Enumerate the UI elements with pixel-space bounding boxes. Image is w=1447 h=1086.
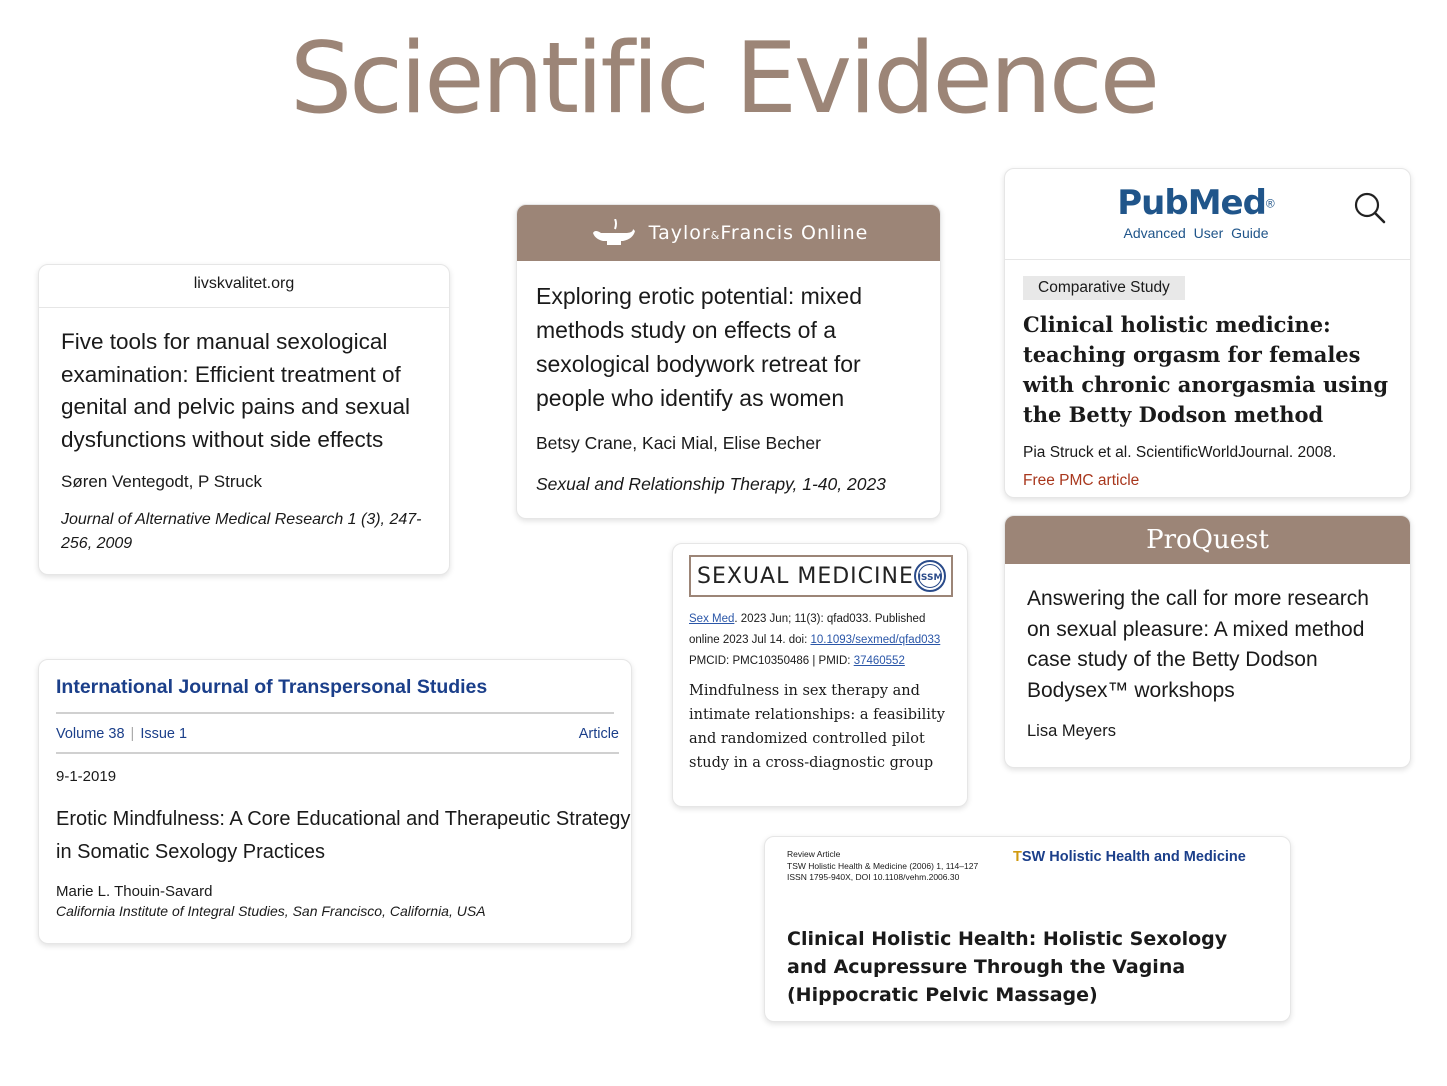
article-journal: Journal of Alternative Medical Research 1 (3), 247-256, 2009	[61, 511, 422, 552]
journal-name[interactable]: International Journal of Transpersonal Studies	[56, 676, 614, 714]
article-author: Marie L. Thouin-Savard	[56, 883, 213, 900]
article-title[interactable]: Five tools for manual sexological examination: Efficient treatment of genital and pelvic pains and sexual dysfunctions without side effects	[61, 329, 410, 452]
article-title[interactable]: Answering the call for more research on sexual pleasure: A mixed method case study of the Betty Dodson Bodysex™ workshops	[1027, 587, 1369, 702]
publish-date: 9-1-2019	[56, 768, 117, 785]
article-card-pubmed[interactable]	[1004, 168, 1411, 498]
article-authors: Søren Ventegodt, P Struck	[61, 472, 262, 491]
article-title[interactable]: Clinical holistic medicine: teaching orgasm for females with chronic anorgasmia using the Betty Dodson method	[1023, 312, 1388, 427]
article-author: Lisa Meyers	[1027, 722, 1116, 740]
search-icon[interactable]	[1353, 191, 1387, 230]
journal-link[interactable]: Sex Med	[689, 613, 735, 625]
article-journal: Sexual and Relationship Therapy, 1-40, 2023	[536, 474, 886, 494]
article-authors: Pia Struck et al. ScientificWorldJournal. 2008.	[1023, 444, 1337, 461]
citation-line: Sex Med. 2023 Jun; 11(3): qfad033. Published online 2023 Jul 14. doi: 10.1093/sexmed/qfad033	[689, 613, 941, 646]
page-title: Scientific Evidence	[289, 22, 1158, 136]
article-title[interactable]: Mindfulness in sex therapy and intimate relationships: a feasibility and randomized controlled pilot study in a cross-diagnostic group	[689, 683, 945, 771]
article-title[interactable]: Exploring erotic potential: mixed methods study on effects of a sexological bodywork retreat for people who identify as women	[536, 283, 862, 411]
issue-link[interactable]: Issue 1	[140, 726, 188, 742]
article-card-sexual-medicine[interactable]	[672, 543, 968, 807]
doi-link[interactable]: 10.1093/sexmed/qfad033	[810, 634, 941, 646]
lamp-icon	[589, 219, 637, 247]
issm-seal-text: ISSM	[917, 573, 943, 583]
free-pmc-link[interactable]: Free PMC article	[1023, 472, 1140, 489]
pmid-link[interactable]: 37460552	[853, 655, 905, 667]
article-card-ijts[interactable]	[38, 659, 632, 944]
article-title[interactable]: Erotic Mindfulness: A Core Educational and Therapeutic Strategy in Somatic Sexology Practices	[56, 808, 631, 863]
pmcid-line: PMCID: PMC10350486 | PMID: 37460552	[689, 655, 905, 667]
article-card-taylor-francis[interactable]	[516, 204, 941, 519]
article-authors: Betsy Crane, Kaci Mial, Elise Becher	[536, 433, 821, 453]
article-card-tsw[interactable]	[764, 836, 1291, 1022]
journal-header	[689, 555, 953, 597]
publisher-header	[517, 205, 940, 261]
volume-link[interactable]: Volume 38	[56, 726, 125, 742]
proquest-header: ProQuest	[1005, 516, 1410, 564]
article-meta: Review Article TSW Holistic Health & Medicine (2006) 1, 114–127 ISSN 1795-940X, DOI 10.1108/vehm.2006.30	[787, 849, 979, 882]
issue-meta: Volume 38 | Issue 1 Article	[56, 714, 619, 754]
article-title[interactable]: Clinical Holistic Health: Holistic Sexology and Acupressure Through the Vagina (Hippocratic Pelvic Massage)	[787, 928, 1228, 1006]
journal-brand: TSW Holistic Health and Medicine	[1013, 849, 1246, 865]
publisher-logo-text: Taylor&Francis Online	[648, 222, 869, 244]
issm-seal-icon	[914, 560, 946, 592]
pubmed-logo[interactable]: PubMed® Advanced User Guide	[1111, 183, 1281, 241]
article-type: Article	[578, 726, 619, 742]
article-card-proquest[interactable]	[1004, 515, 1411, 768]
pubmed-links[interactable]: Advanced User Guide	[1123, 225, 1269, 241]
journal-name: SEXUAL MEDICINE	[697, 563, 914, 589]
study-type-badge: Comparative Study	[1023, 276, 1185, 300]
card-source: livskvalitet.org	[39, 265, 449, 308]
article-card-livskvalitet[interactable]	[38, 264, 450, 575]
author-affiliation: California Institute of Integral Studies, San Francisco, California, USA	[56, 903, 486, 919]
